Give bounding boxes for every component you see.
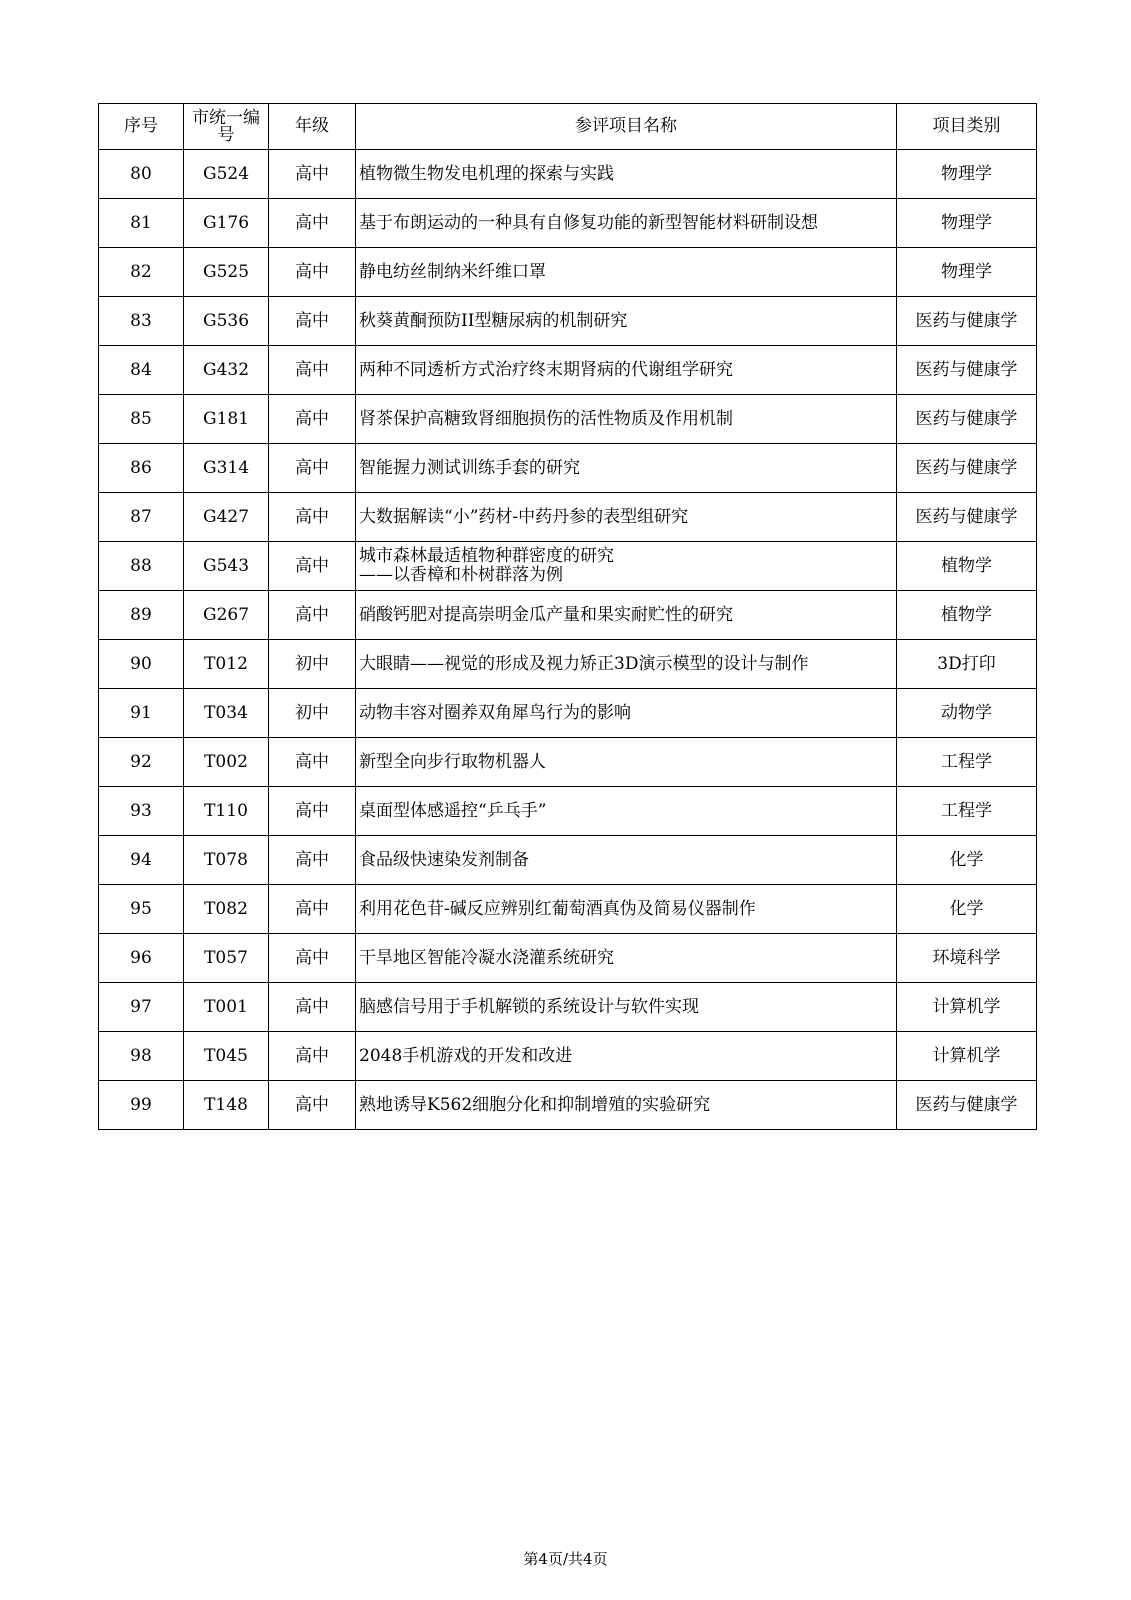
cell-grade: 高中 (269, 738, 356, 787)
header-seq: 序号 (99, 104, 184, 150)
project-name-line: 食品级快速染发剂制备 (359, 849, 529, 870)
cell-category: 工程学 (897, 738, 1037, 787)
table-row (99, 640, 1037, 689)
project-name-line: ——以香樟和朴树群落为例 (359, 565, 563, 585)
cell-project-name (356, 640, 897, 689)
cell-grade: 高中 (269, 1032, 356, 1081)
project-name-line: 硝酸钙肥对提高崇明金瓜产量和果实耐贮性的研究 (359, 604, 733, 625)
cell-seq: 96 (99, 934, 184, 983)
table-row (99, 689, 1037, 738)
cell-grade: 高中 (269, 934, 356, 983)
cell-category: 3D打印 (897, 640, 1037, 689)
table-row (99, 444, 1037, 493)
cell-category: 医药与健康学 (897, 444, 1037, 493)
project-name-line: 两种不同透析方式治疗终末期肾病的代谢组学研究 (359, 359, 733, 380)
cell-seq: 95 (99, 885, 184, 934)
cell-project-name (356, 885, 897, 934)
cell-seq: 94 (99, 836, 184, 885)
cell-category: 医药与健康学 (897, 297, 1037, 346)
cell-category: 工程学 (897, 787, 1037, 836)
project-name-line: 秋葵黄酮预防II型糖尿病的机制研究 (359, 310, 628, 331)
cell-project-name (356, 738, 897, 787)
cell-category: 医药与健康学 (897, 346, 1037, 395)
table-row (99, 199, 1037, 248)
cell-code: T057 (184, 934, 269, 983)
cell-category: 物理学 (897, 248, 1037, 297)
cell-project-name (356, 493, 897, 542)
project-name-line: 城市森林最适植物种群密度的研究 (359, 546, 614, 566)
project-name-line: 熟地诱导K562细胞分化和抑制增殖的实验研究 (359, 1094, 711, 1115)
table-row (99, 346, 1037, 395)
cell-project-name (356, 934, 897, 983)
cell-code: T045 (184, 1032, 269, 1081)
cell-grade: 高中 (269, 591, 356, 640)
table-row (99, 738, 1037, 787)
project-name-line: 基于布朗运动的一种具有自修复功能的新型智能材料研制设想 (359, 212, 818, 233)
cell-category: 物理学 (897, 199, 1037, 248)
project-name-line: 肾茶保护高糖致肾细胞损伤的活性物质及作用机制 (359, 408, 733, 429)
cell-project-name (356, 591, 897, 640)
cell-seq: 91 (99, 689, 184, 738)
cell-grade: 高中 (269, 444, 356, 493)
cell-code: G427 (184, 493, 269, 542)
cell-grade: 高中 (269, 983, 356, 1032)
cell-seq: 82 (99, 248, 184, 297)
project-name-line: 桌面型体感遥控“乒乓手” (359, 800, 547, 821)
cell-grade: 高中 (269, 346, 356, 395)
table-body (99, 150, 1037, 1130)
cell-grade: 高中 (269, 150, 356, 199)
project-name-line: 2048手机游戏的开发和改进 (359, 1045, 573, 1066)
cell-category: 化学 (897, 836, 1037, 885)
cell-seq: 97 (99, 983, 184, 1032)
cell-code: T110 (184, 787, 269, 836)
cell-project-name (356, 1081, 897, 1130)
cell-seq: 83 (99, 297, 184, 346)
cell-grade: 高中 (269, 248, 356, 297)
cell-project-name (356, 542, 897, 591)
header-name: 参评项目名称 (356, 104, 897, 150)
cell-code: G524 (184, 150, 269, 199)
project-name-line: 大眼睛——视觉的形成及视力矫正3D演示模型的设计与制作 (359, 653, 809, 674)
cell-code: T002 (184, 738, 269, 787)
header-grade: 年级 (269, 104, 356, 150)
cell-project-name (356, 248, 897, 297)
project-name-line: 智能握力测试训练手套的研究 (359, 457, 580, 478)
cell-category: 计算机学 (897, 983, 1037, 1032)
project-name-line: 脑感信号用于手机解锁的系统设计与软件实现 (359, 996, 699, 1017)
cell-code: G314 (184, 444, 269, 493)
cell-code: G432 (184, 346, 269, 395)
cell-seq: 89 (99, 591, 184, 640)
cell-project-name (356, 983, 897, 1032)
cell-project-name (356, 150, 897, 199)
cell-seq: 84 (99, 346, 184, 395)
cell-project-name (356, 444, 897, 493)
cell-seq: 98 (99, 1032, 184, 1081)
cell-grade: 高中 (269, 542, 356, 591)
project-table (98, 103, 1037, 1130)
project-name-line: 静电纺丝制纳米纤维口罩 (359, 261, 546, 282)
cell-project-name (356, 395, 897, 444)
cell-seq: 99 (99, 1081, 184, 1130)
cell-seq: 81 (99, 199, 184, 248)
cell-seq: 93 (99, 787, 184, 836)
cell-code: T078 (184, 836, 269, 885)
table-row (99, 983, 1037, 1032)
table-row (99, 493, 1037, 542)
project-name-line: 动物丰容对圈养双角犀鸟行为的影响 (359, 702, 631, 723)
cell-project-name (356, 836, 897, 885)
cell-grade: 高中 (269, 297, 356, 346)
cell-category: 植物学 (897, 591, 1037, 640)
header-category: 项目类别 (897, 104, 1037, 150)
cell-category: 医药与健康学 (897, 395, 1037, 444)
table-row (99, 591, 1037, 640)
cell-grade: 高中 (269, 787, 356, 836)
cell-code: T001 (184, 983, 269, 1032)
cell-code: G176 (184, 199, 269, 248)
header-code: 市统一编号 (184, 104, 269, 150)
cell-category: 计算机学 (897, 1032, 1037, 1081)
cell-code: T012 (184, 640, 269, 689)
cell-grade: 高中 (269, 1081, 356, 1130)
table-row (99, 787, 1037, 836)
cell-code: G536 (184, 297, 269, 346)
cell-code: T148 (184, 1081, 269, 1130)
cell-category: 物理学 (897, 150, 1037, 199)
cell-project-name (356, 297, 897, 346)
table-row (99, 934, 1037, 983)
cell-grade: 高中 (269, 885, 356, 934)
cell-seq: 80 (99, 150, 184, 199)
project-name-line: 新型全向步行取物机器人 (359, 751, 546, 772)
cell-category: 医药与健康学 (897, 493, 1037, 542)
cell-category: 动物学 (897, 689, 1037, 738)
table-row (99, 297, 1037, 346)
cell-seq: 90 (99, 640, 184, 689)
page-footer: 第4页/共4页 (523, 1550, 608, 1568)
project-name-line: 大数据解读“小”药材-中药丹参的表型组研究 (359, 506, 689, 527)
cell-grade: 初中 (269, 689, 356, 738)
cell-category: 环境科学 (897, 934, 1037, 983)
cell-grade: 高中 (269, 493, 356, 542)
cell-grade: 高中 (269, 395, 356, 444)
cell-project-name (356, 1032, 897, 1081)
project-name-line: 干旱地区智能冷凝水浇灌系统研究 (359, 947, 614, 968)
table-row (99, 248, 1037, 297)
cell-code: G267 (184, 591, 269, 640)
cell-category: 化学 (897, 885, 1037, 934)
table-header-row (99, 104, 1037, 150)
table-row (99, 150, 1037, 199)
cell-code: T034 (184, 689, 269, 738)
cell-code: T082 (184, 885, 269, 934)
cell-seq: 87 (99, 493, 184, 542)
project-name-line: 利用花色苷-碱反应辨别红葡萄酒真伪及简易仪器制作 (359, 898, 756, 919)
table-row (99, 1081, 1037, 1130)
project-name-line: 植物微生物发电机理的探索与实践 (359, 163, 614, 184)
table-row (99, 836, 1037, 885)
cell-category: 植物学 (897, 542, 1037, 591)
cell-grade: 高中 (269, 199, 356, 248)
cell-seq: 85 (99, 395, 184, 444)
cell-category: 医药与健康学 (897, 1081, 1037, 1130)
table-row (99, 1032, 1037, 1081)
cell-project-name (356, 689, 897, 738)
cell-project-name (356, 346, 897, 395)
cell-code: G543 (184, 542, 269, 591)
table-row (99, 395, 1037, 444)
cell-seq: 92 (99, 738, 184, 787)
cell-project-name (356, 787, 897, 836)
cell-grade: 初中 (269, 640, 356, 689)
cell-code: G525 (184, 248, 269, 297)
cell-grade: 高中 (269, 836, 356, 885)
table-row (99, 885, 1037, 934)
cell-seq: 86 (99, 444, 184, 493)
cell-project-name (356, 199, 897, 248)
table-row (99, 542, 1037, 591)
project-table-container (98, 103, 1035, 1130)
cell-seq: 88 (99, 542, 184, 591)
cell-code: G181 (184, 395, 269, 444)
